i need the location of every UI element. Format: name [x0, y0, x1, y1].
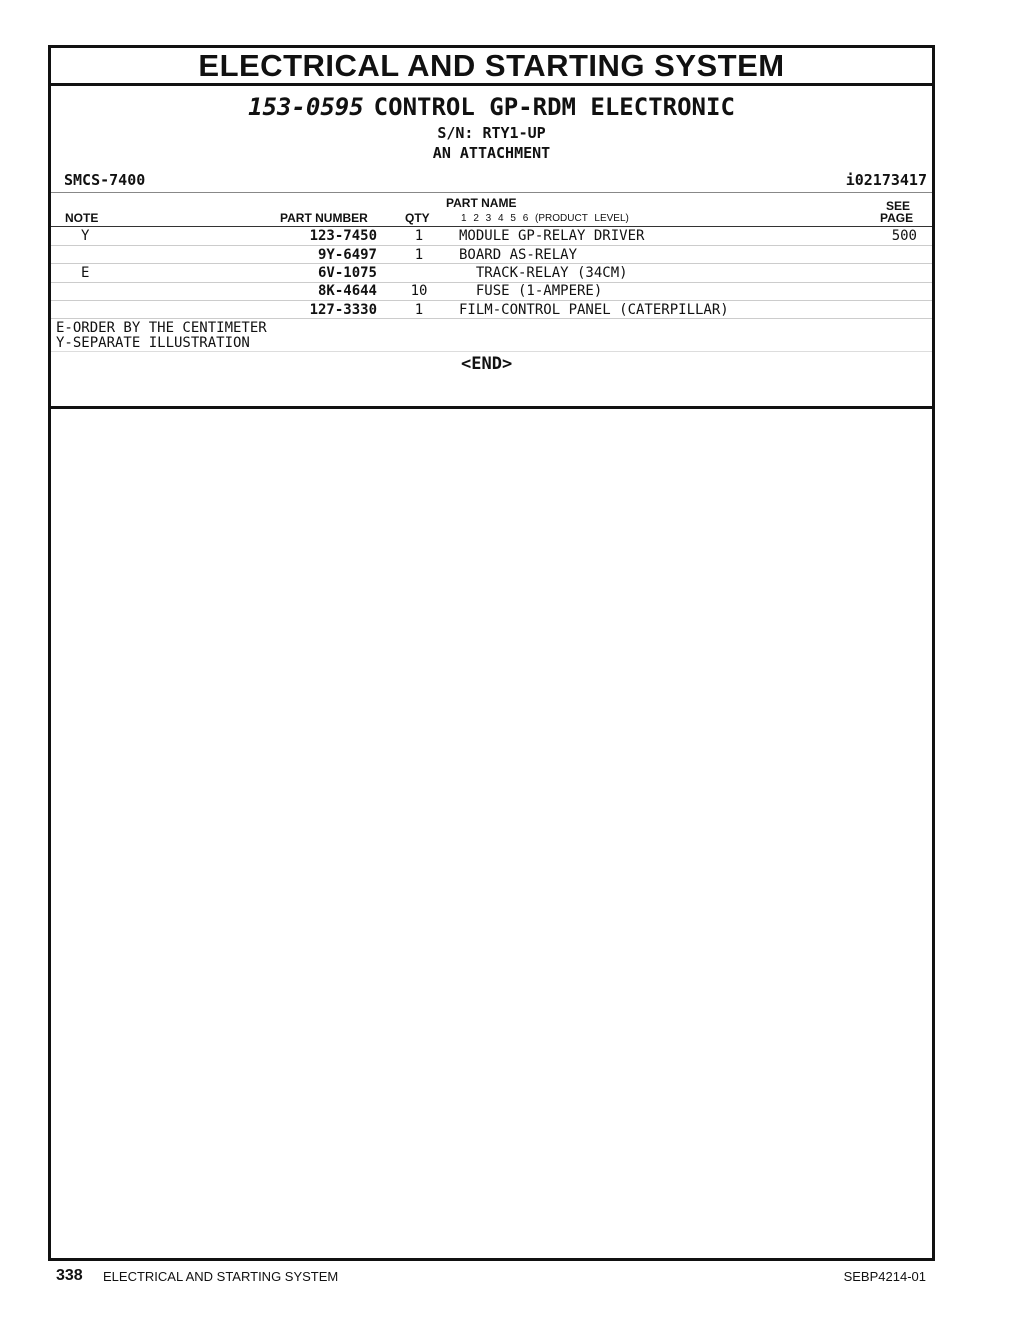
footnote: E-ORDER BY THE CENTIMETER — [56, 320, 267, 336]
row-qty: 1 — [414, 228, 424, 244]
table-row — [51, 264, 932, 282]
row-part-number: 8K-4644 — [317, 283, 377, 299]
row-qty: 1 — [414, 247, 424, 263]
parts-group-section — [51, 86, 932, 409]
illustration-ref: i02173417 — [845, 171, 927, 189]
col-part-name: PART NAME — [446, 196, 517, 210]
row-part-name: MODULE GP-RELAY DRIVER — [459, 228, 645, 244]
document-id: SEBP4214-01 — [843, 1269, 926, 1284]
divider — [51, 318, 932, 319]
table-row — [51, 246, 932, 264]
table-row — [51, 301, 932, 319]
col-qty: QTY — [405, 211, 430, 225]
row-part-name: FUSE (1-AMPERE) — [459, 283, 603, 299]
row-part-number: 123-7450 — [309, 228, 377, 244]
divider — [51, 351, 932, 352]
row-part-number: 6V-1075 — [317, 265, 377, 281]
col-page: PAGE — [880, 211, 914, 225]
row-note: E — [81, 265, 90, 281]
table-row — [51, 282, 932, 300]
page-title: ELECTRICAL AND STARTING SYSTEM — [51, 48, 932, 86]
serial-range: S/N: RTY1-UP — [437, 124, 546, 142]
group-number: 153-0595 — [248, 93, 364, 121]
row-part-name: FILM-CONTROL PANEL (CATERPILLAR) — [459, 302, 729, 318]
row-part-name: TRACK-RELAY (34CM) — [459, 265, 628, 281]
row-qty: 1 — [414, 302, 424, 318]
divider — [51, 192, 932, 193]
col-part-number: PART NUMBER — [280, 211, 368, 225]
col-see: SEE — [886, 199, 911, 213]
row-note: Y — [81, 228, 90, 244]
footnote: Y-SEPARATE ILLUSTRATION — [56, 335, 250, 351]
page-number: 338 — [56, 1267, 83, 1284]
row-qty: 10 — [410, 283, 428, 299]
product-levels: 1 2 3 4 5 6 (PRODUCT LEVEL) — [461, 213, 629, 224]
page-footer — [56, 1266, 926, 1286]
footer-section-title: ELECTRICAL AND STARTING SYSTEM — [103, 1269, 339, 1284]
group-name: CONTROL GP-RDM ELECTRONIC — [373, 93, 735, 121]
end-marker: <END> — [461, 354, 513, 374]
col-note: NOTE — [65, 211, 99, 225]
row-part-name: BOARD AS-RELAY — [459, 247, 578, 263]
row-see-page: 500 — [891, 228, 917, 244]
page-frame — [48, 45, 935, 1261]
row-part-number: 9Y-6497 — [317, 247, 377, 263]
table-row — [51, 227, 932, 245]
smcs-code: SMCS-7400 — [64, 171, 146, 189]
group-title — [51, 92, 932, 122]
attachment-label: AN ATTACHMENT — [432, 144, 551, 162]
row-part-number: 127-3330 — [309, 302, 377, 318]
